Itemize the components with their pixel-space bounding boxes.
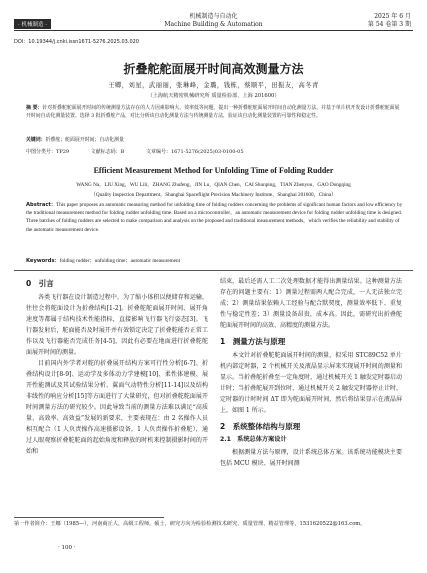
keywords-en — [26, 257, 403, 265]
journal-name-cn: 机械制造与自动化 — [189, 13, 238, 20]
keywords-cn-label: 关键词： — [26, 137, 46, 143]
affiliation-cn: （上海航天精密机械研究所 质量检验部，上海 201600） — [147, 93, 280, 99]
clc-number: 中图分类号：TP29 — [26, 149, 70, 155]
journal-name-en: Machine Building & Automation — [164, 21, 263, 28]
abstract-en-label: Abstract： — [26, 202, 57, 208]
section-heading-method: 1 测量方法与原理 — [220, 337, 286, 346]
journal-name — [0, 13, 427, 29]
paper-title-cn: 折叠舵舵面展开时间高效测量方法 — [123, 62, 304, 76]
classification-row — [26, 148, 403, 155]
keywords-en-text: folding rudder；unfolding time；automatic measurement — [59, 258, 181, 264]
section-heading-intro: 0 引言 — [26, 279, 54, 288]
abstract-en — [26, 201, 403, 234]
keywords-cn — [26, 136, 403, 144]
body-paragraph: 各类飞行器在设计制造过程中，为了缩小体积以便储存和运输，往往会将舵面设计为折叠结构[1-2]。折叠舵舵面展开时间、展开角速度等都属于结构技术性能指标，直接影响飞行器飞行姿态[3]。飞行器发射后，舵面能否及时展开并有效锁定决定了折叠舵能否正常工作以及飞行器能否完成任务[4-5]，因此有必要在地面进行折叠舵舵面展开时间的测量。 — [26, 294, 208, 356]
keywords-en-label: Keywords： — [26, 258, 60, 264]
abstract-cn-text: 针对折叠舵舵面展开时间的传统测量方法存在的人力因素影响大、效率低等问题，提出一种折叠舵舵面展开时间自动化测量方法，并基于单片机开发设计折叠舵舵面展开时间自动化测量装置。选择 3 批折叠舵产品，对比分析该自动化测量方法与传统测量方法，验证该自动化测量装置的可靠性和稳定性。 — [26, 105, 400, 119]
body-paragraph: 目前国内外学者对舵的折叠展开结构方案可行性分析[6-7]、折叠结构设计[8-9]、运动学及多体动力学建模[10]、柔性体建模、展开性能测试及其试验结果分析、翼面气动特性分析[11-14]以及结构非线性的响应分析[15]等方面进行了大量研究，但对折叠舵舵面展开时间测量方法的研究较少。因此导致当前的测量方法难以满足“高质量、高效率、高效益”发展的新要求，主要表现在：由 2 名操作人员相互配合（1 人负责操作高速摄影设备，1 人负责操作折叠舵），通过人眼观察折叠舵舵面的起始角度和释放的时机来控制摄影时间的开始和 — [26, 360, 208, 455]
authors-en: WANG Na，LIU Xing，WU Lili，ZHANG Zhufeng，JIN Lu，QIAN Chen，CAI Shunping，TIAN Zhenyou，GAO Dongqing — [76, 182, 351, 188]
doi: DOI：10.19344/j.cnki.issn1671-5276.2025.03.020 — [14, 39, 139, 45]
paper-title-en: Efficient Measurement Method for Unfolding Time of Folding Rudder — [93, 166, 334, 175]
issue-date: 2025 年 6 月 — [374, 13, 411, 20]
keywords-cn-text: 折叠舵；舵面展开时间；自动化测量 — [45, 137, 124, 143]
affiliation-en: （Quality Inspection Department，Shanghai Spaceflight Precision Machinery Institute，Shanghai 201600，China） — [90, 192, 337, 198]
body-column-left — [26, 276, 208, 457]
abstract-cn — [26, 104, 403, 120]
footnote-rule — [14, 517, 164, 518]
subsection-heading: 2.1 系统总体方案设计 — [220, 436, 287, 443]
header-rule — [14, 30, 413, 31]
authors-cn: 王卿，刘星，武丽丽，张琳峰，金璐，钱栋，蔡顺平，田振友，高冬青 — [108, 82, 319, 89]
body-paragraph: 根据测量方法与原理，设计系统总体方案。该系统功能模块主要包括 MCU 模块、展开时间测 — [220, 449, 402, 467]
issue-volume: 第 54 卷第 3 期 — [367, 21, 411, 28]
body-paragraph: 本文针对折叠舵舵面展开时间的测量，拟采用 STC89C52 单片机内部定时器，2 个机械开关及液晶显示屏来实现展开时间的测量和显示。当折叠舵折叠至一定角度时，通过机械开关 1 触发定时器启动计时；当折叠舵展开到位时，通过机械开关 2 触发定时器停止计时，定时器的计时时间 ΔT 即为舵面展开时间，然后将结果显示在液晶屏上，如图 1 所示。 — [220, 352, 402, 414]
section-tag: · 机械制造 · — [14, 19, 51, 29]
section-divider — [14, 270, 413, 271]
issue-info — [368, 13, 411, 29]
section-heading-system: 2 系统整体结构与原理 — [220, 422, 301, 431]
abstract-cn-label: 摘 要： — [26, 105, 43, 111]
abstract-en-text: This paper proposes an automatic measuring method for unfolding time of folding rudders concerning the problems of significant human factors and low efficiency by the traditional measurement method for folding rudder unfolding time. Based on a microcontroller，an automatic measurement device for folding rudder unfolding time is designed. Three batches of folding rudders are selected to make comparison and analysis on the proposed and traditional measurement methods，which verifies the reliability and stability of the automatic measurement device. — [26, 202, 403, 233]
document-code: 文献标志码：B — [90, 149, 125, 155]
page-number: · 100 · — [58, 545, 76, 551]
author-footnote: 第一作者简介：王娜（1985—），河南商丘人，高级工程师，硕士，研究方向为检验检测技术研究、质量管理、精益管理等，1531620522@163.com。 — [14, 521, 366, 527]
body-column-right — [220, 276, 402, 469]
body-paragraph: 结束，最后还需人工二次处理数据才能得出测量结果。这种测量方法存在的问题主要有：1）测量过程需两人配合完成，一人无法独立完成；2）测量结果依赖人工经验与配合默契度，测量效率低下、重复性与稳定性差；3）测量设备昂贵，成本高。因此，需研究出折叠舵舵面展开时间的高效、高精度的测量方法。 — [220, 278, 402, 329]
article-number: 文章编号：1671-5276(2025)03-0100-05 — [145, 149, 244, 155]
